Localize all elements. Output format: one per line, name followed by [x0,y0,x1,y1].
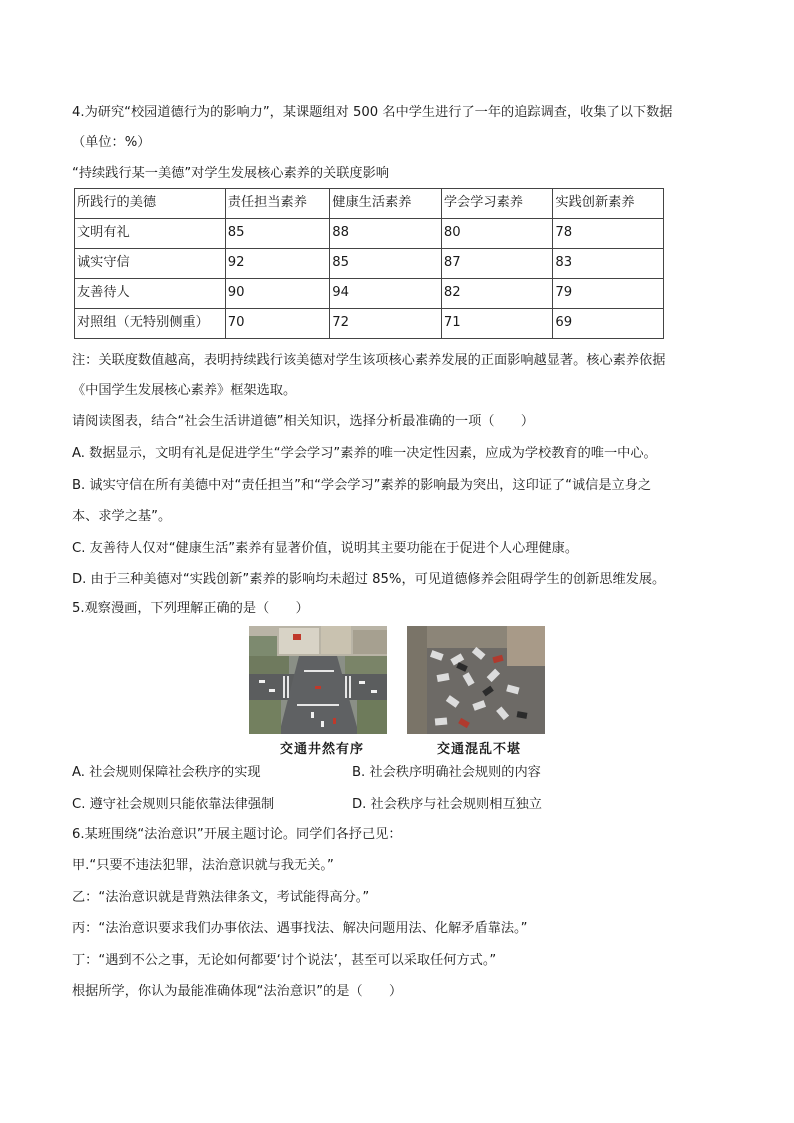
table-cell: 90 [225,279,330,309]
q4-option-b-line1: B. 诚实守信在所有美德中对“责任担当”和“学会学习”素养的影响最为突出，这印证了“诚信是立身之 [72,478,652,493]
table-header-cell: 学会学习素养 [441,189,553,219]
table-cell: 诚实守信 [75,249,226,279]
table-cell: 71 [441,309,553,339]
table-cell: 88 [330,219,442,249]
table-header-row [75,189,664,219]
table-cell: 83 [553,249,664,279]
q4-stem-line2: （单位：%） [72,135,151,150]
table-row [75,249,664,279]
q6-stem: 6.某班围绕“法治意识”开展主题讨论。同学们各抒己见： [72,827,402,842]
table-cell: 文明有礼 [75,219,226,249]
q6-prompt: 根据所学，你认为最能准确体现“法治意识”的是（ ） [72,984,403,999]
table-cell: 79 [553,279,664,309]
q4-option-b-line2: 本、求学之基”。 [72,509,172,524]
table-header-cell: 健康生活素养 [330,189,442,219]
table-cell: 友善待人 [75,279,226,309]
table-cell: 85 [330,249,442,279]
table-cell: 80 [441,219,553,249]
q4-option-c: C. 友善待人仅对“健康生活”素养有显著价值，说明其主要功能在于促进个人心理健康。 [72,541,579,556]
q4-option-a: A. 数据显示，文明有礼是促进学生“学会学习”素养的唯一决定性因素，应成为学校教育的唯一中心。 [72,446,657,461]
q5-stem: 5.观察漫画，下列理解正确的是（ ） [72,601,309,616]
table-cell: 72 [330,309,442,339]
q4-option-d: D. 由于三种美德对“实践创新”素养的影响均未超过 85%，可见道德修养会阻碍学生的创新思维发展。 [72,572,666,587]
table-cell: 82 [441,279,553,309]
table-cell: 70 [225,309,330,339]
table-header-cell: 实践创新素养 [553,189,664,219]
table-header-cell: 所践行的美德 [75,189,226,219]
table-cell: 94 [330,279,442,309]
q5-option-d: D. 社会秩序与社会规则相互独立 [352,797,542,812]
q6-statement-ding: 丁：“遇到不公之事，无论如何都要‘讨个说法’，甚至可以采取任何方式。” [72,953,497,968]
q5-option-c: C. 遵守社会规则只能依靠法律强制 [72,797,275,812]
table-cell: 69 [553,309,664,339]
q5-option-a: A. 社会规则保障社会秩序的实现 [72,765,261,780]
q6-statement-jia: 甲.“只要不违法犯罪，法治意识就与我无关。” [72,858,334,873]
table-row [75,279,664,309]
caption-orderly: 交通井然有序 [280,742,365,757]
table-cell: 85 [225,219,330,249]
q6-statement-yi: 乙：“法治意识就是背熟法律条文，考试能得高分。” [72,890,370,905]
q4-prompt: 请阅读图表，结合“社会生活讲道德”相关知识，选择分析最准确的一项（ ） [72,414,535,429]
table-cell: 92 [225,249,330,279]
q4-note-line1: 注：关联度数值越高，表明持续践行该美德对学生该项核心素养发展的正面影响越显著。核心素养依据 [72,353,666,368]
chaotic-traffic-image [407,626,545,734]
q5-option-b: B. 社会秩序明确社会规则的内容 [352,765,541,780]
orderly-traffic-image [249,626,387,734]
caption-chaotic: 交通混乱不堪 [437,742,522,757]
table-cell: 78 [553,219,664,249]
table-cell: 87 [441,249,553,279]
table-header-cell: 责任担当素养 [225,189,330,219]
table-row [75,309,664,339]
table-cell: 对照组（无特别侧重） [75,309,226,339]
q4-data-table [74,188,664,339]
table-row [75,219,664,249]
q4-table-title: “持续践行某一美德”对学生发展核心素养的关联度影响 [72,166,389,181]
q4-stem-line1: 4.为研究“校园道德行为的影响力”，某课题组对 500 名中学生进行了一年的追踪调查，收集了以下数据 [72,105,673,120]
q6-statement-bing: 丙：“法治意识要求我们办事依法、遇事找法、解决问题用法、化解矛盾靠法。” [72,921,528,936]
q4-note-line2: 《中国学生发展核心素养》框架选取。 [72,383,297,398]
